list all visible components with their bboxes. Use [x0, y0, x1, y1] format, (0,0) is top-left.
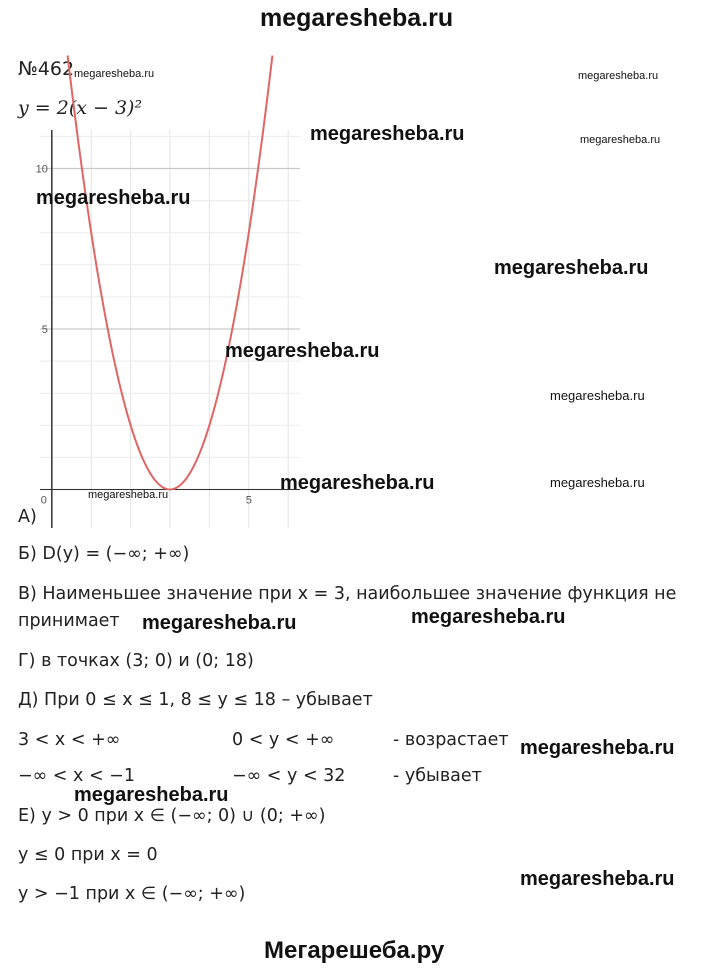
interval-x-1: 3 < x < +∞	[18, 730, 121, 750]
y-tick-label-5: 5	[41, 324, 48, 336]
answer-b: Б) D(y) = (−∞; +∞)	[18, 544, 190, 564]
inline-watermark: megaresheba.ru	[74, 68, 155, 80]
footer-title[interactable]: Мегарешеба.ру	[264, 937, 445, 964]
watermark: megaresheba.ru	[550, 475, 645, 490]
answer-e: Е) y > 0 при x ∈ (−∞; 0) ∪ (0; +∞)	[18, 806, 326, 826]
interval-note-2: - убывает	[393, 766, 482, 786]
x-tick-label-0: 0	[40, 494, 47, 507]
y-tick-label-10: 10	[35, 163, 48, 176]
answer-e2: y ≤ 0 при x = 0	[18, 845, 158, 865]
x-tick-label-5: 5	[245, 494, 252, 507]
watermark: megaresheba.ru	[580, 134, 661, 146]
watermark: megaresheba.ru	[578, 70, 659, 82]
answer-v-line1: В) Наименьшее значение при x = 3, наибольшее значение функция не	[18, 584, 677, 604]
watermark: megaresheba.ru	[225, 340, 380, 362]
watermark: megaresheba.ru	[550, 388, 645, 403]
watermark: megaresheba.ru	[36, 187, 191, 209]
watermark: megaresheba.ru	[310, 123, 465, 145]
interval-x-2: −∞ < x < −1	[18, 766, 135, 786]
watermark: megaresheba.ru	[280, 472, 435, 494]
watermark: megaresheba.ru	[411, 606, 566, 628]
site-title[interactable]: megaresheba.ru	[260, 4, 454, 32]
interval-note-1: - возрастает	[393, 730, 509, 750]
answer-e3: y > −1 при x ∈ (−∞; +∞)	[18, 884, 246, 904]
answer-d: Д) При 0 ≤ x ≤ 1, 8 ≤ y ≤ 18 – убывает	[18, 690, 373, 710]
function-formula: y = 2(x − 3)²	[18, 97, 143, 119]
answer-v-line2: принимает	[18, 611, 120, 631]
watermark: megaresheba.ru	[494, 257, 649, 279]
answer-v-watermark: megaresheba.ru	[142, 612, 297, 634]
interval-y-2: −∞ < y < 32	[232, 766, 346, 786]
problem-number: №462	[18, 58, 75, 80]
interval-y-1: 0 < y < +∞	[232, 730, 335, 750]
graph-watermark: megaresheba.ru	[88, 489, 169, 501]
answer-a: А)	[18, 507, 37, 527]
watermark: megaresheba.ru	[74, 784, 229, 806]
answer-g: Г) в точках (3; 0) и (0; 18)	[18, 651, 254, 671]
watermark: megaresheba.ru	[520, 737, 675, 759]
watermark: megaresheba.ru	[520, 868, 675, 890]
